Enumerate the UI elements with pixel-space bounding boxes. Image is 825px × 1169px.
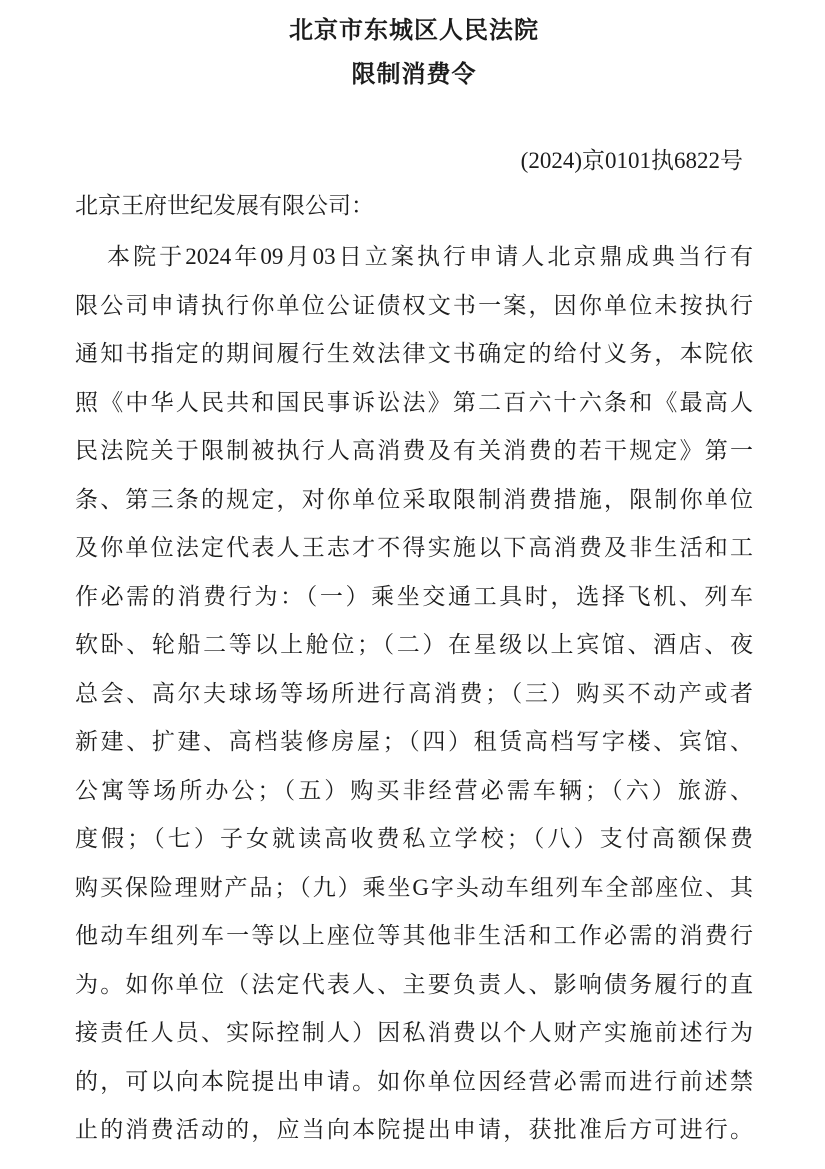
addressee-line: 北京王府世纪发展有限公司：: [75, 193, 374, 218]
body-line: 民法院关于限制被执行人高消费及有关消费的若干规定》第一: [75, 438, 753, 463]
body-line: 作必需的消费行为：（一）乘坐交通工具时，选择飞机、列车: [75, 583, 753, 609]
body-line: 购买保险理财产品；（九）乘坐G字头动车组列车全部座位、其: [75, 874, 753, 900]
document-content: [75, 0, 753, 1155]
body-line: 软卧、轮船二等以上舱位；（二）在星级以上宾馆、酒店、夜: [75, 632, 753, 657]
document-body: [75, 233, 753, 1155]
body-line: 照《中华人民共和国民事诉讼法》第二百六十六条和《最高人: [75, 389, 753, 415]
case-number: (2024)京0101执6822号: [520, 148, 743, 173]
body-line: 通知书指定的期间履行生效法律文书确定的给付义务，本院依: [75, 341, 753, 366]
body-line: 新建、扩建、高档装修房屋；（四）租赁高档写字楼、宾馆、: [75, 729, 753, 754]
body-line: 接责任人员、实际控制人）因私消费以个人财产实施前述行为: [75, 1020, 753, 1045]
document-title: 限制消费令: [351, 62, 477, 88]
body-line: 总会、高尔夫球场等场所进行高消费；（三）购买不动产或者: [75, 680, 753, 706]
body-line: 为。如你单位（法定代表人、主要负责人、影响债务履行的直: [75, 971, 753, 997]
court-name-heading: 北京市东城区人民法院: [289, 18, 539, 44]
body-line: 限公司申请执行你单位公证债权文书一案，因你单位未按执行: [75, 292, 753, 318]
body-line: 公寓等场所办公；（五）购买非经营必需车辆；（六）旅游、: [75, 777, 753, 803]
body-line: 度假；（七）子女就读高收费私立学校；（八）支付高额保费: [75, 826, 753, 851]
body-line: 他动车组列车一等以上座位等其他非生活和工作必需的消费行: [75, 923, 753, 948]
body-line: 止的消费活动的，应当向本院提出申请，获批准后方可进行。: [75, 1117, 753, 1142]
body-line: 及你单位法定代表人王志才不得实施以下高消费及非生活和工: [75, 535, 753, 560]
body-line: 条、第三条的规定，对你单位采取限制消费措施，限制你单位: [75, 486, 753, 512]
body-line: 本院于2024年09月03日立案执行申请人北京鼎成典当行有: [107, 244, 753, 269]
body-line: 的，可以向本院提出申请。如你单位因经营必需而进行前述禁: [75, 1068, 753, 1094]
